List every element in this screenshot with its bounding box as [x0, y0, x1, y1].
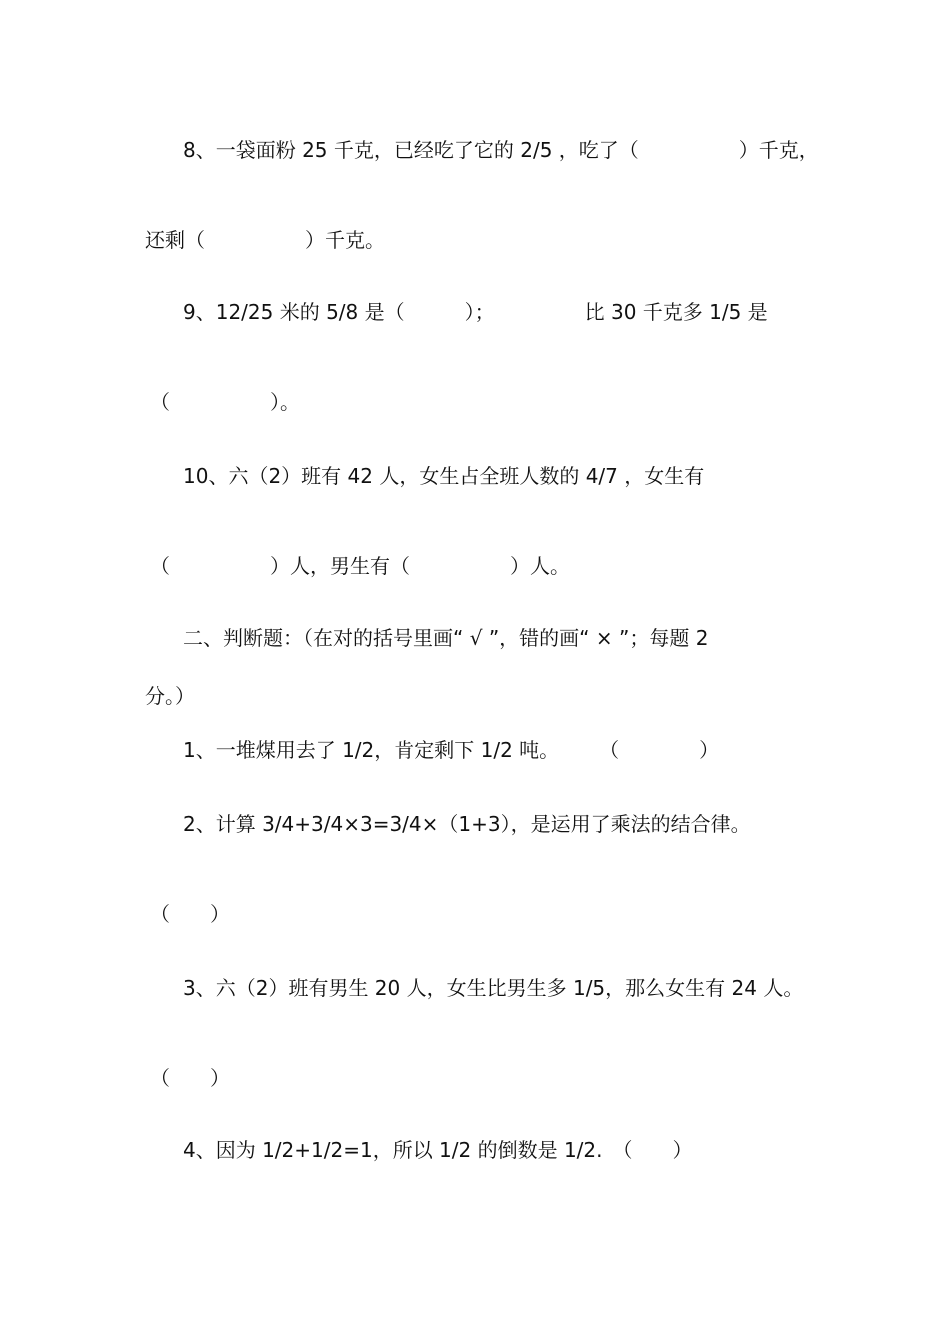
judge-question-1: 1、一堆煤用去了 1/2，肯定剩下 1/2 吨。 （ ） — [183, 738, 720, 762]
section-2-heading-line-2: 分。） — [145, 684, 195, 708]
question-8-line-2: 还剩（ ）千克。 — [145, 228, 385, 252]
question-9-line-2: （ ）。 — [150, 390, 300, 414]
judge-question-2-answer: （ ） — [150, 902, 230, 926]
judge-question-2: 2、计算 3/4+3/4×3=3/4×（1+3），是运用了乘法的结合律。 — [183, 812, 751, 836]
question-10-line-1: 10、六（2）班有 42 人，女生占全班人数的 4/7 ，女生有 — [183, 464, 705, 488]
judge-question-4: 4、因为 1/2+1/2=1，所以 1/2 的倒数是 1/2. （ ） — [183, 1138, 693, 1162]
section-2-heading-line-1: 二、判断题：（在对的括号里画“ √ ”，错的画“ × ”；每题 2 — [183, 626, 709, 650]
question-9-line-1: 9、12/25 米的 5/8 是（ ）； 比 30 千克多 1/5 是 — [183, 300, 768, 324]
question-10-line-2: （ ）人，男生有（ ）人。 — [150, 554, 570, 578]
judge-question-3-answer: （ ） — [150, 1066, 230, 1090]
judge-question-3: 3、六（2）班有男生 20 人，女生比男生多 1/5，那么女生有 24 人。 — [183, 976, 804, 1000]
question-8-line-1: 8、一袋面粉 25 千克，已经吃了它的 2/5 ，吃了（ ）千克， — [183, 138, 819, 162]
